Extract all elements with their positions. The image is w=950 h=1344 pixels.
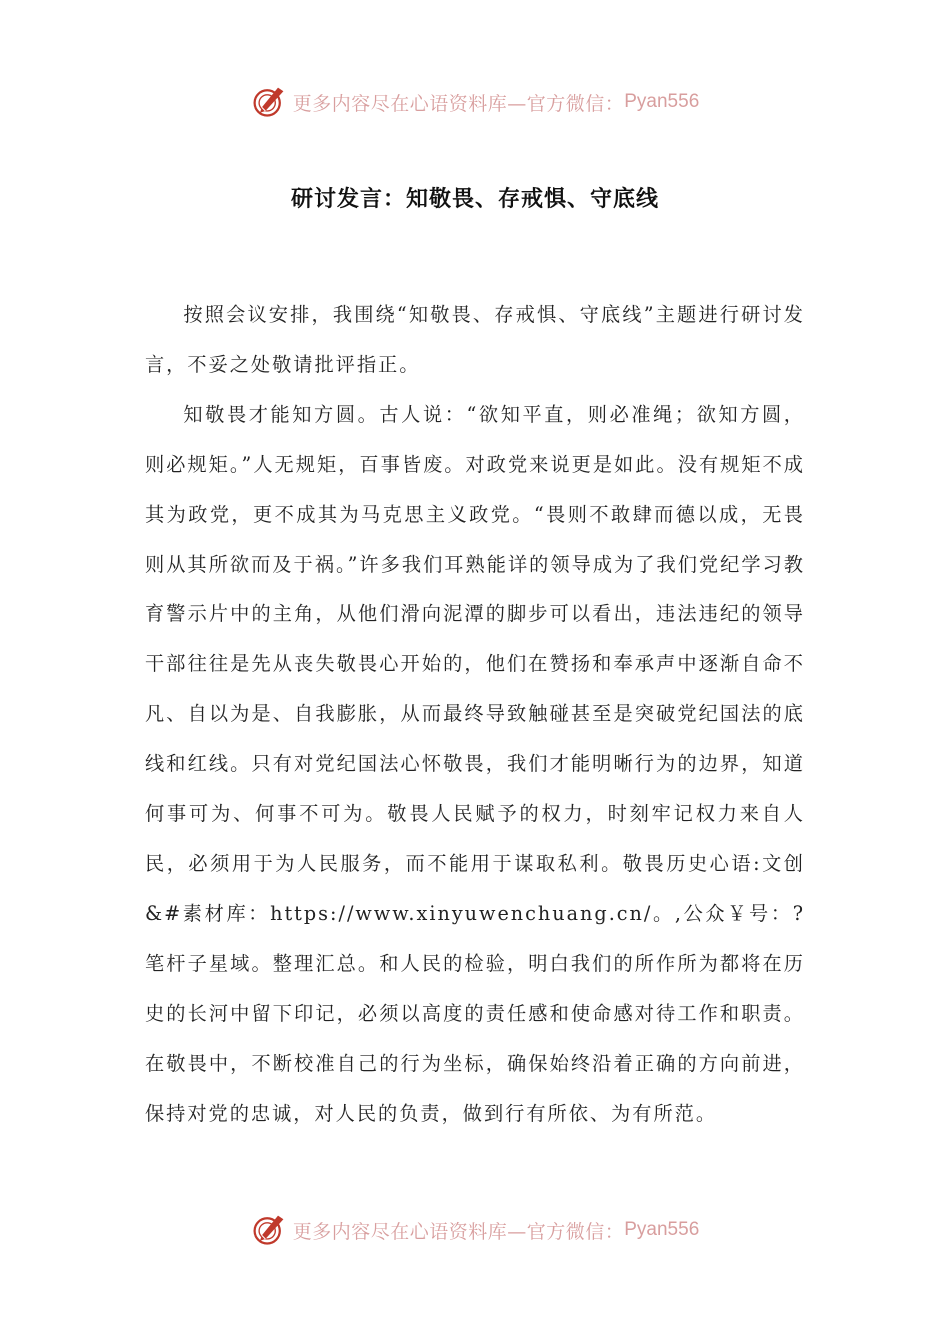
pen-logo-icon [251,1212,287,1248]
header-watermark-banner [0,80,950,124]
document-title: 研讨发言：知敬畏、存戒惧、守底线 [290,186,659,212]
document-body [145,290,805,1138]
footer-banner-text: 更多内容尽在心语资料库—官方微信： [292,1220,625,1243]
pen-logo-icon [251,84,287,120]
header-banner-code: Pyan556 [624,91,700,112]
header-banner-text: 更多内容尽在心语资料库—官方微信： [292,92,625,115]
footer-watermark-banner [0,1208,950,1252]
paragraph: 知敬畏才能知方圆。古人说：“欲知平直，则必准绳；欲知方圆，则必规矩。”人无规矩，百事皆废。对政党来说更是如此。没有规矩不成其为政党，更不成其为马克思主义政党。“畏则不敢肆而德以成，无畏则从其所欲而及于祸。”许多我们耳熟能详的领导成为了我们党纪学习教育警示片中的主角，从他们滑向泥潭的脚步可以看出，违法违纪的领导干部往往是先从丧失敬畏心开始的，他们在赞扬和奉承声中逐渐自命不凡、自以为是、自我膨胀，从而最终导致触碰甚至是突破党纪国法的底线和红线。只有对党纪国法心怀敬畏，我们才能明晰行为的边界，知道何事可为、何事不可为。敬畏人民赋予的权力，时刻牢记权力来自人民，必须用于为人民服务，而不能用于谋取私利。敬畏历史心语:文创&#素材库：https://www.xinyuwenchuang.cn/。,公众￥号：?笔杆子星域。整理汇总。和人民的检验，明白我们的所作所为都将在历史的长河中留下印记，必须以高度的责任感和使命感对待工作和职责。在敬畏中，不断校准自己的行为坐标，确保始终沿着正确的方向前进，保持对党的忠诚，对人民的负责，做到行有所依、为有所范。 [145,402,805,1125]
paragraph: 按照会议安排，我围绕“知敬畏、存戒惧、守底线”主题进行研讨发言，不妥之处敬请批评指正。 [145,303,805,376]
footer-banner-code: Pyan556 [624,1219,700,1240]
